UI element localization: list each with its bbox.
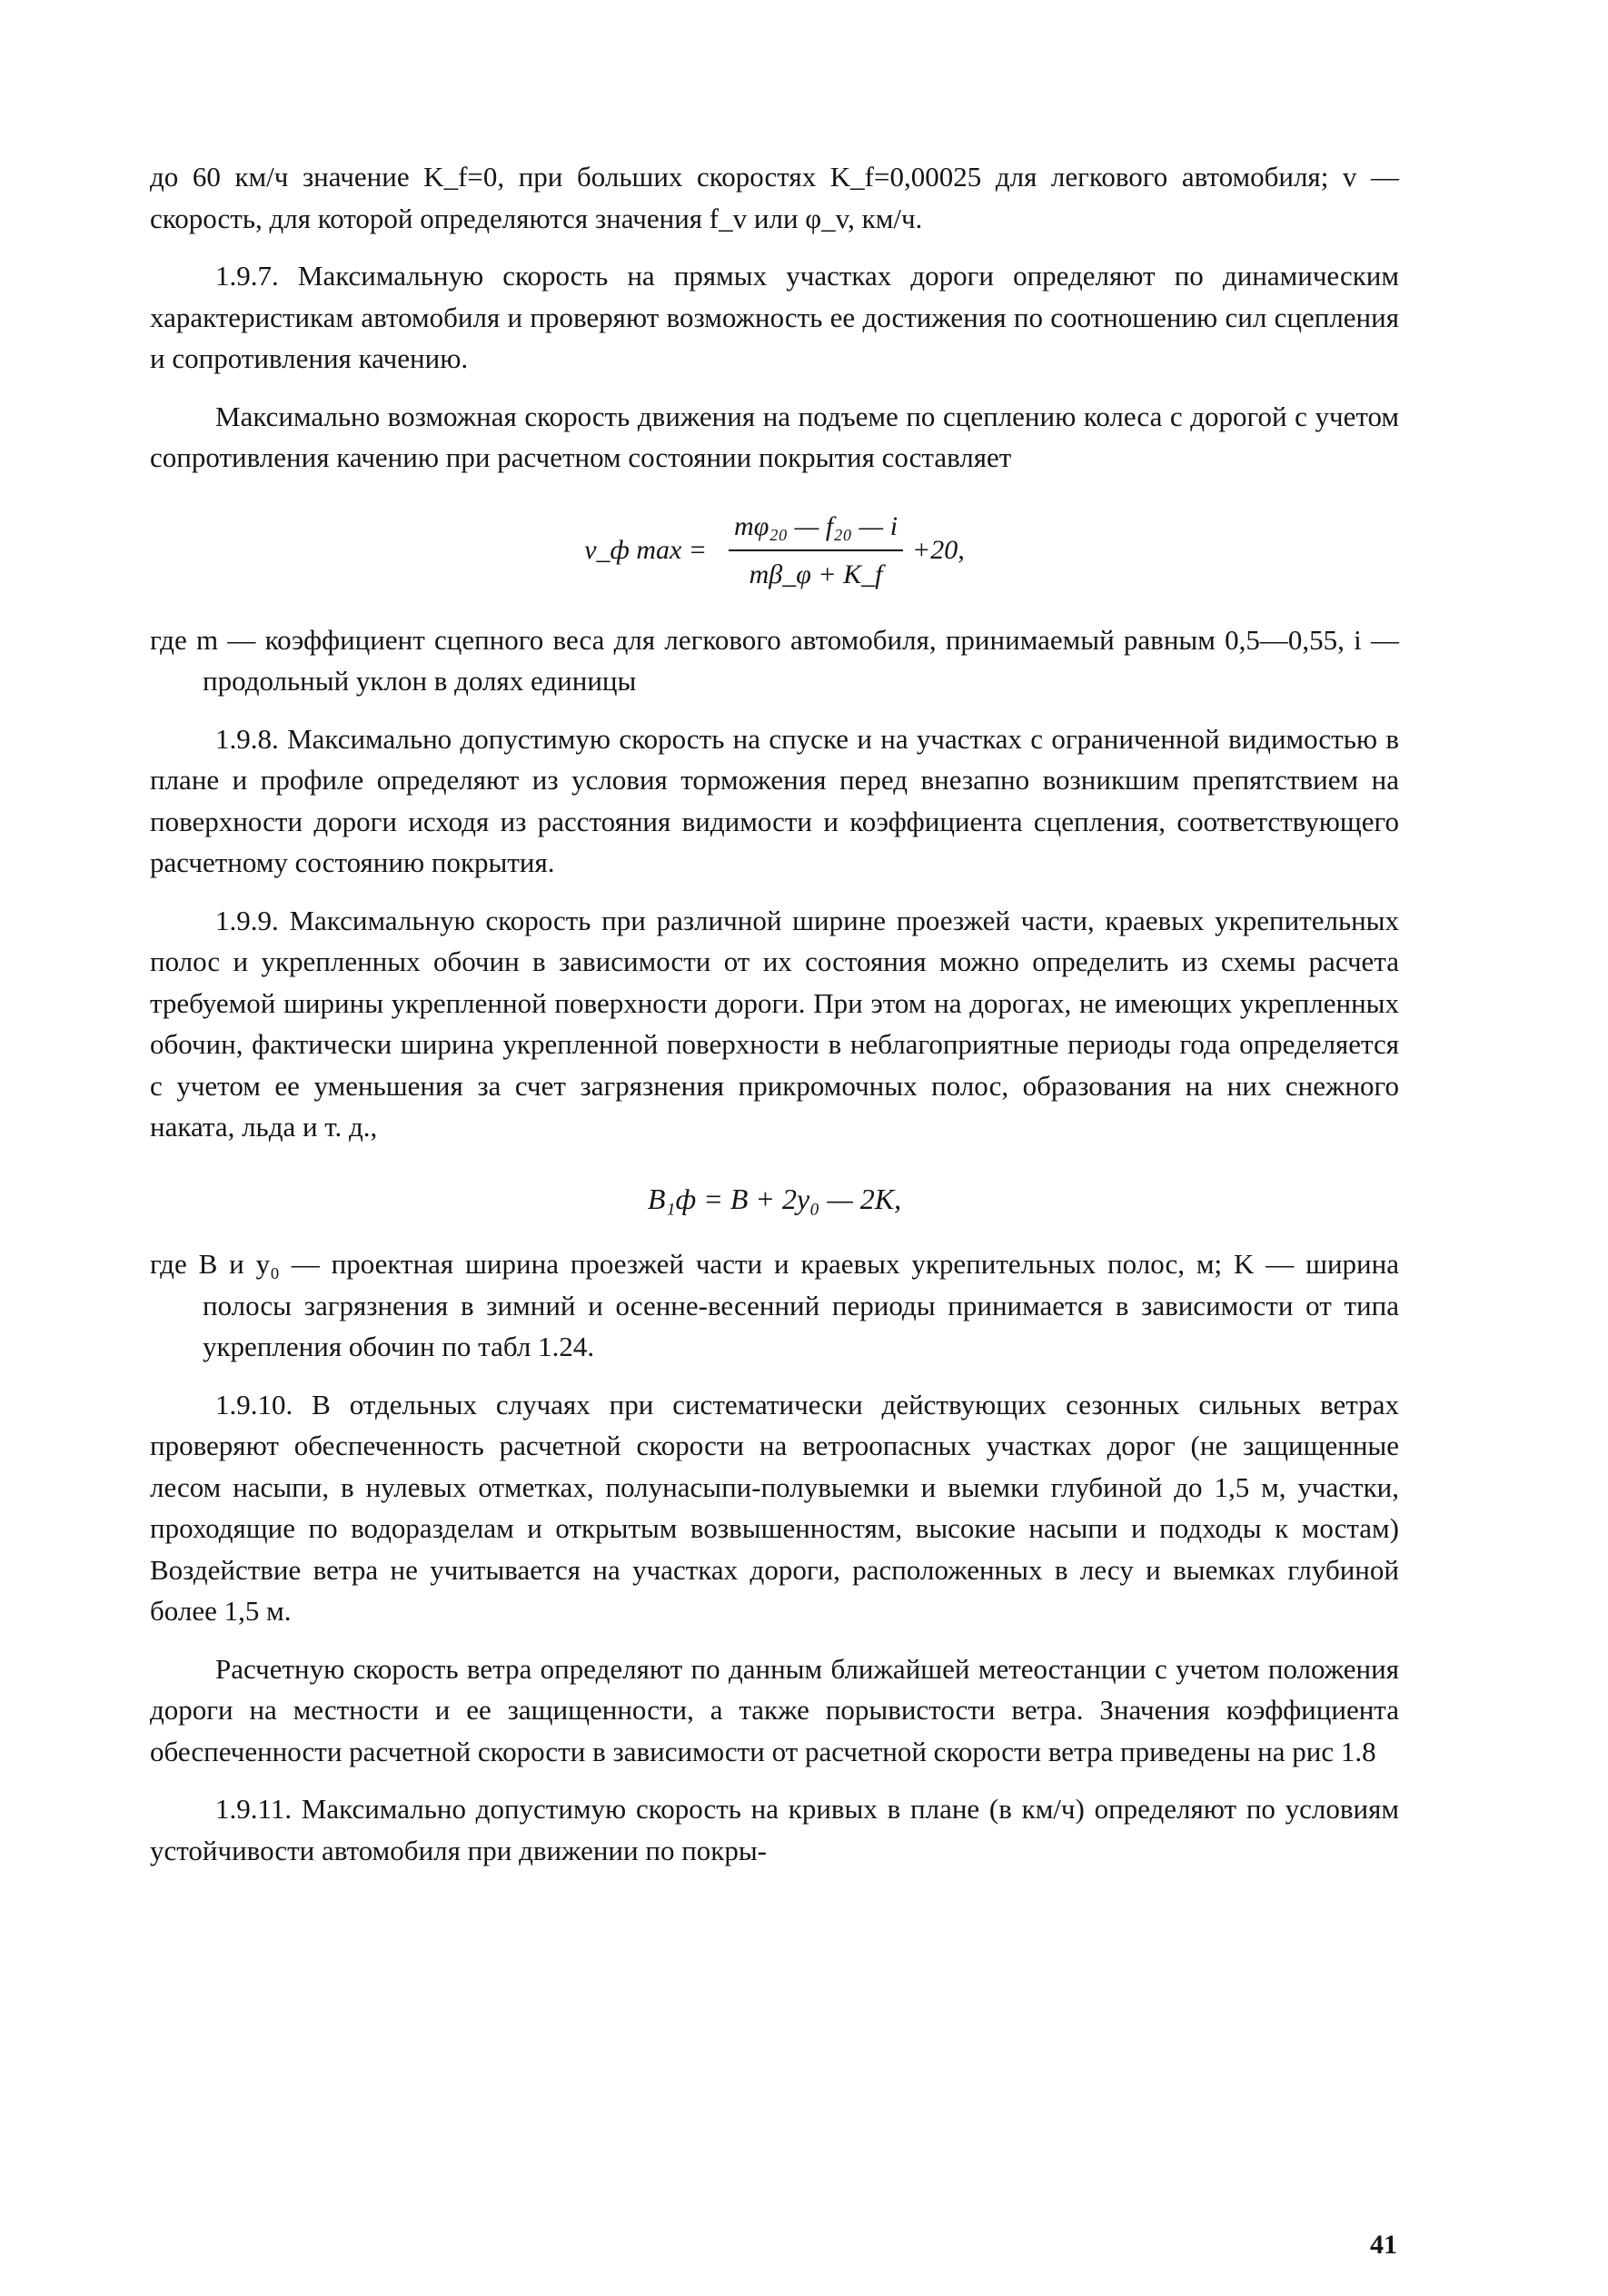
paragraph-continuation: до 60 км/ч значение K_f=0, при больших скоростях K_f=0,00025 для легкового автомобиля; v — скорость, для которой определяются значения f_v или φ_v, км/ч.: [150, 161, 1399, 234]
paragraph-wind-speed: Расчетную скорость ветра определяют по данным ближайшей метеостанции с учетом положения дороги на местности и ее защищенности, а также порывистости ветра. Значения коэффициента обеспеченности расчетной скорости в зависимости от расчетной скорости ветра приведены на рис 1.8: [150, 1652, 1399, 1767]
formula-lhs: v_ф max =: [584, 535, 708, 566]
formula-max-speed: [150, 506, 1399, 596]
paragraph-where-b: где B и y₀ — проектная ширина проезжей части и краевых укрепительных полос, м; K — ширина полосы загрязнения в зимний и осенне-весенний периоды принимается в зависимости от типа укрепления обочин по табл 1.24.: [150, 1248, 1399, 1362]
formula-width: B₁ф = B + 2y₀ — 2K,: [647, 1182, 902, 1215]
paragraph-max-speed-ascent: Максимально возможная скорость движения на подъеме по сцеплению колеса с дорогой с учетом сопротивления качению при расчетном состоянии покрытия составляет: [150, 400, 1399, 473]
paragraph-1-9-7: 1.9.7. Максимальную скорость на прямых участках дороги определяют по динамическим характеристикам автомобиля и проверяют возможность ее достижения по соотношению сил сцепления и сопротивления качению.: [150, 260, 1399, 374]
paragraph-1-9-8: 1.9.8. Максимально допустимую скорость на спуске и на участках с ограниченной видимостью в плане и профиле определяют из условия торможения перед внезапно возникшим препятствием на поверхности дороги исходя из расстояния видимости и коэффициента сцепления, соответствующего расчетному состоянию покрытия.: [150, 722, 1399, 878]
paragraph-where-m: где m — коэффициент сцепного веса для легкового автомобиля, принимаемый равным 0,5—0,55, i — продольный уклон в долях единицы: [150, 623, 1399, 697]
paragraph-1-9-9: 1.9.9. Максимальную скорость при различной ширине проезжей части, краевых укрепительных полос и укрепленных обочин в зависимости от их состояния можно определить из схемы расчета требуемой ширины укрепленной поверхности дороги. При этом на дорогах, не имеющих укрепленных обочин, фактически ширина укрепленной поверхности в неблагоприятные периоды года определяется с учетом ее уменьшения за счет загрязнения прикромочных полос, образования на них снежного наката, льда и т. д.,: [150, 904, 1399, 1143]
paragraph-1-9-10: 1.9.10. В отдельных случаях при систематически действующих сезонных сильных ветрах проверяют обеспеченность расчетной скорости на ветроопасных участках дорог (не защищенные лесом насыпи, в нулевых отметках, полунасыпи-полувыемки и выемки глубиной до 1,5 м, участки, проходящие по водоразделам и открытым возвышенностям, высокие насыпи и подходы к мостам) Воздействие ветра не учитывается на участках дороги, расположенных в лесу и выемках глубиной более 1,5 м.: [150, 1388, 1399, 1627]
formula-tail: +20,: [912, 535, 965, 566]
document-body: [150, 156, 1399, 1887]
formula-denominator: mβ_φ + K_f: [749, 559, 883, 589]
formula-numerator: mφ₂₀ — f₂₀ — i: [729, 506, 903, 552]
paragraph-1-9-11: 1.9.11. Максимально допустимую скорость на кривых в плане (в км/ч) определяют по условиям устойчивости автомобиля при движении по покры-: [150, 1793, 1399, 1866]
page-number: 41: [1370, 2230, 1397, 2260]
formula-fraction: [729, 506, 903, 596]
